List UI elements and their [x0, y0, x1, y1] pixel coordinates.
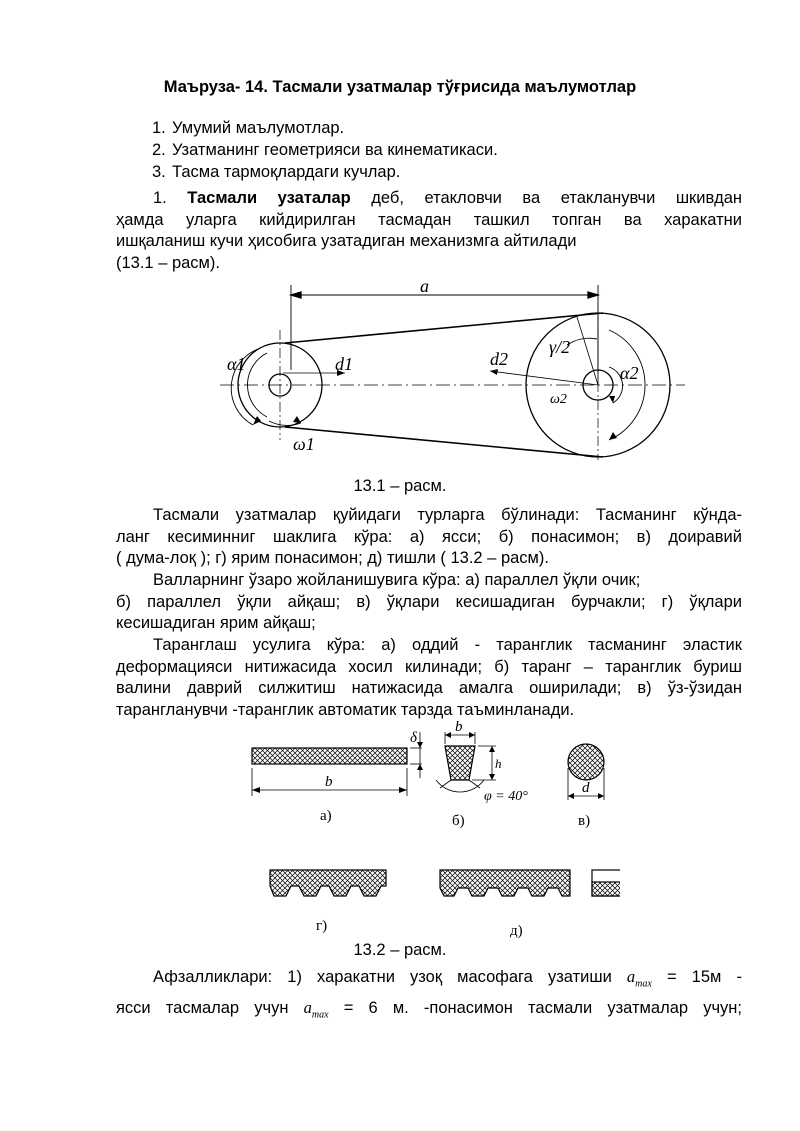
figure-caption-13-2: 13.2 – расм.: [353, 941, 447, 959]
text-line: ҳамда уларга кийдирилган тасмадан ташкил топган ва харакатни: [116, 210, 742, 229]
outline-item: [152, 139, 498, 161]
outline-number: 3.: [152, 163, 166, 181]
label-d2: d2: [490, 349, 508, 369]
arrow-head: [445, 732, 451, 738]
v-belt-section: [445, 746, 475, 780]
dim-label-phi: φ = 40°: [484, 789, 528, 804]
outline-number: 2.: [152, 141, 166, 159]
belt-lower: [285, 427, 603, 457]
angle-line: [469, 780, 480, 788]
label-omega2: ω2: [550, 392, 567, 407]
toothed-belt-side-hatch: [592, 882, 620, 896]
arrow-head: [489, 746, 495, 752]
arrow-head: [417, 764, 423, 770]
paragraph-advantages: [116, 965, 742, 1028]
outline-text: Умумий маълумотлар.: [172, 119, 345, 137]
section-label-d: д): [510, 923, 523, 939]
label-omega1: ω1: [293, 434, 315, 454]
text-line: 1. Тасмали узаталар деб, етакловчи ва етакланувчи шкивдан: [153, 189, 742, 207]
dim-label-b-vbelt: b: [455, 719, 463, 735]
outline-number: 1.: [152, 119, 166, 137]
arrow-head: [252, 787, 260, 793]
text-line: кесишадиган ярим айқаш;: [116, 614, 316, 632]
lecture-title: Маъруза- 14. Тасмали узатмалар тўғрисида маълумотлар: [163, 78, 637, 96]
text-line: валини даврий силжитиш натижасида амалга оширилади; в) ўз-ўзидан: [116, 679, 742, 697]
semi-v-belt-section: [270, 870, 386, 896]
section-label-b: б): [452, 813, 465, 829]
dim-label-h: h: [495, 756, 502, 771]
outline-item: [152, 117, 498, 139]
figure-caption-13-1: 13.1 – расм.: [353, 477, 447, 495]
arrow-head: [469, 732, 475, 738]
arrow-head: [291, 292, 301, 298]
text-line: б) параллел ўқли айқаш; в) ўқлари кесишадиган бурчакли; г) ўқлари: [116, 592, 742, 611]
figure-belt-drive: [205, 275, 695, 470]
label-alpha1: α1: [227, 354, 246, 374]
arrow-head: [417, 742, 423, 748]
text-line: Тасмали узатмалар қуйидаги турларга бўлинади: Тасманинг кўнда-: [153, 506, 742, 524]
toothed-belt-section: [440, 870, 570, 896]
angle-line: [440, 780, 451, 788]
symbol-amax: $a_{max}$: [303, 998, 329, 1021]
text-line: Афзалликлари: 1) харакатни узоқ масофага узатиши $a_{max} = 15м$ -: [153, 967, 742, 990]
dim-d2: [490, 371, 598, 385]
round-belt-section: [568, 744, 604, 780]
figure-belt-sections: [240, 718, 620, 943]
text-line: деформацияси нитижасида хосил килинади; б) таранг – таранглик буриш: [116, 657, 742, 676]
flat-belt-section: [252, 748, 407, 764]
paragraph-shafts: [116, 570, 742, 635]
section-label-v: в): [578, 813, 591, 829]
arrow-head: [568, 793, 574, 799]
label-alpha2: α2: [620, 363, 639, 383]
paragraph-types: [116, 505, 742, 570]
arrow-head: [598, 793, 604, 799]
text-line: тарангланувчи -таранглик автоматик тарзда таъминланади.: [116, 700, 575, 719]
text-line: ( дума-лоқ ); г) ярим понасимон; д) тишли ( 13.2 – расм).: [116, 549, 549, 567]
dim-label-d: d: [582, 780, 590, 796]
paragraph-tension: [116, 635, 742, 721]
arrow-head: [489, 774, 495, 780]
section-label-g: г): [316, 918, 328, 934]
arrow-head: [588, 292, 598, 298]
text-line: ясси тасмалар учун $a_{max} = 6$ м. -понасимон тасмали узатмалар учун;: [116, 998, 742, 1021]
arrow-head: [490, 369, 498, 375]
paragraph-definition: [116, 188, 742, 274]
arrow-head: [399, 787, 407, 793]
arrow-head: [293, 416, 301, 423]
label-gamma: γ/2: [549, 337, 571, 357]
section-label-a: а): [320, 808, 332, 824]
text-line: Валларнинг ўзаро жойланишувига кўра: а) параллел ўқли очик;: [153, 571, 641, 589]
outline-item: [152, 161, 498, 183]
text-line: ланг кесиминниг шаклига кўра: а) ясси; б) понасимон; в) доиравий: [116, 527, 742, 546]
text-line: ишқаланиш кучи ҳисобига узатадиган механизмга айтилади: [116, 232, 577, 250]
text-line: (13.1 – расм).: [116, 253, 220, 272]
symbol-amax: $a_{max}$: [626, 967, 652, 990]
text-line: Таранглаш усулига кўра: а) оддий - таранглик тасманинг эластик: [153, 636, 742, 654]
label-a: a: [420, 276, 429, 296]
arrow-head: [609, 432, 617, 440]
dim-label-b: b: [325, 774, 333, 790]
dim-label-delta: δ: [410, 730, 417, 746]
label-d1: d1: [335, 354, 353, 374]
outline-text: Тасма тармоқлардаги кучлар.: [172, 163, 401, 181]
outline-text: Узатманинг геометрияси ва кинематикаси.: [172, 141, 498, 159]
outline-list: [152, 117, 498, 183]
angle-arc-gamma: [567, 338, 597, 345]
term-bold: Тасмали узаталар: [187, 189, 351, 207]
